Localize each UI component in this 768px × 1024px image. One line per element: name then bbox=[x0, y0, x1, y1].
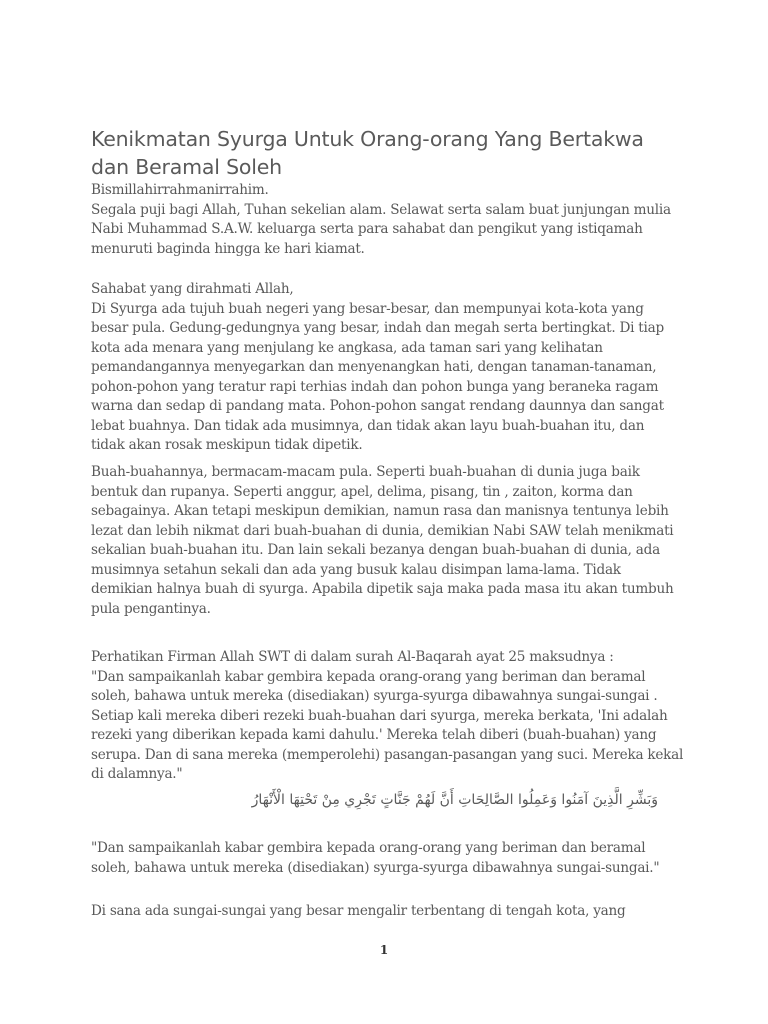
p2-line: besar pula. Gedung-gedungnya yang besar, indah dan megah serta bertingkat. Di tiap bbox=[91, 320, 664, 336]
p6-line: Di sana ada sungai-sungai yang besar mengalir terbentang di tengah kota, yang bbox=[91, 903, 626, 919]
p4-line: serupa. Dan di sana mereka (memperolehi) pasangan-pasangan yang suci. Mereka kekal bbox=[91, 746, 684, 763]
p3-line: Buah-buahannya, bermacam-macam pula. Seperti buah-buahan di dunia juga baik bbox=[91, 464, 640, 480]
p2-line: kota ada menara yang menjulang ke angkasa, ada taman sari yang kelihatan bbox=[91, 339, 603, 356]
p3-line: lezat dan lebih nikmat dari buah-buahan di dunia, demikian Nabi SAW telah menikmati bbox=[91, 522, 674, 539]
p4-line: di dalamnya." bbox=[91, 766, 183, 782]
p4-line: Setiap kali mereka diberi rezeki buah-buahan dari syurga, mereka berkata, 'Ini adalah bbox=[91, 707, 668, 724]
p3-line: sekalian buah-buahan itu. Dan lain sekali bezanya dengan buah-buahan di dunia, ada bbox=[91, 542, 660, 558]
p3-line: musimnya setahun sekali dan ada yang busuk kalau disimpan lama-lama. Tidak bbox=[91, 561, 621, 578]
p2-line: Sahabat yang dirahmati Allah, bbox=[91, 281, 294, 297]
p1-line: Nabi Muhammad S.A.W. keluarga serta para sahabat dan pengikut yang istiqamah bbox=[91, 221, 643, 237]
arabic-verse: وَبَشِّرِ الَّذِينَ آمَنُوا وَعَمِلُوا الصَّالِحَاتِ أَنَّ لَهُمْ جَنَّاتٍ تَجْرِي مِنْ تَحْتِهَا الْأَنْهَارُ bbox=[251, 792, 658, 808]
p4-line: Perhatikan Firman Allah SWT di dalam surah Al-Baqarah ayat 25 maksudnya : bbox=[91, 649, 614, 665]
p4-line: rezeki yang diberikan kepada kami dahulu.' Mereka telah diberi (buah-buahan) yang bbox=[91, 727, 657, 743]
page-number: 1 bbox=[379, 943, 389, 957]
p2-line: warna dan sedap di pandang mata. Pohon-pohon sangat rendang daunnya dan sangat bbox=[91, 398, 664, 414]
p5-line: "Dan sampaikanlah kabar gembira kepada orang-orang yang beriman dan beramal bbox=[91, 840, 646, 856]
p1-line: menuruti baginda hingga ke hari kiamat. bbox=[91, 240, 365, 257]
p3-line: bentuk dan rupanya. Seperti anggur, apel, delima, pisang, tin , zaiton, korma dan bbox=[91, 483, 633, 500]
p1-line: Bismillahirrahmanirrahim. bbox=[91, 182, 269, 198]
p4-line: "Dan sampaikanlah kabar gembira kepada orang-orang yang beriman dan beramal bbox=[91, 668, 646, 685]
p2-line: lebat buahnya. Dan tidak ada musimnya, dan tidak akan layu buah-buahan itu, dan bbox=[91, 417, 645, 434]
title-line-2: dan Beramal Soleh bbox=[91, 155, 282, 179]
p3-line: sebagainya. Akan tetapi meskipun demikian, namun rasa dan manisnya tentunya lebih bbox=[91, 503, 669, 519]
p2-line: Di Syurga ada tujuh buah negeri yang besar-besar, dan mempunyai kota-kota yang bbox=[91, 300, 644, 317]
p3-line: demikian halnya buah di syurga. Apabila dipetik saja maka pada masa itu akan tumbuh bbox=[91, 581, 674, 597]
p2-line: pohon-pohon yang teratur rapi terhias indah dan pohon bunga yang beraneka ragam bbox=[91, 378, 659, 395]
p2-line: tidak akan rosak meskipun tidak dipetik. bbox=[91, 437, 363, 453]
p4-line: soleh, bahawa untuk mereka (disediakan) syurga-syurga dibawahnya sungai-sungai . bbox=[91, 688, 658, 704]
p3-line: pula pengantinya. bbox=[91, 600, 211, 617]
title-line-1: Kenikmatan Syurga Untuk Orang-orang Yang Bertakwa bbox=[91, 127, 644, 151]
p1-line: Segala puji bagi Allah, Tuhan sekelian alam. Selawat serta salam buat junjungan mulia bbox=[91, 201, 671, 218]
p2-line: pemandangannya menyegarkan dan menyenangkan hati, dengan tanaman-tanaman, bbox=[91, 359, 657, 375]
p5-line: soleh, bahawa untuk mereka (disediakan) syurga-syurga dibawahnya sungai-sungai." bbox=[91, 859, 660, 876]
